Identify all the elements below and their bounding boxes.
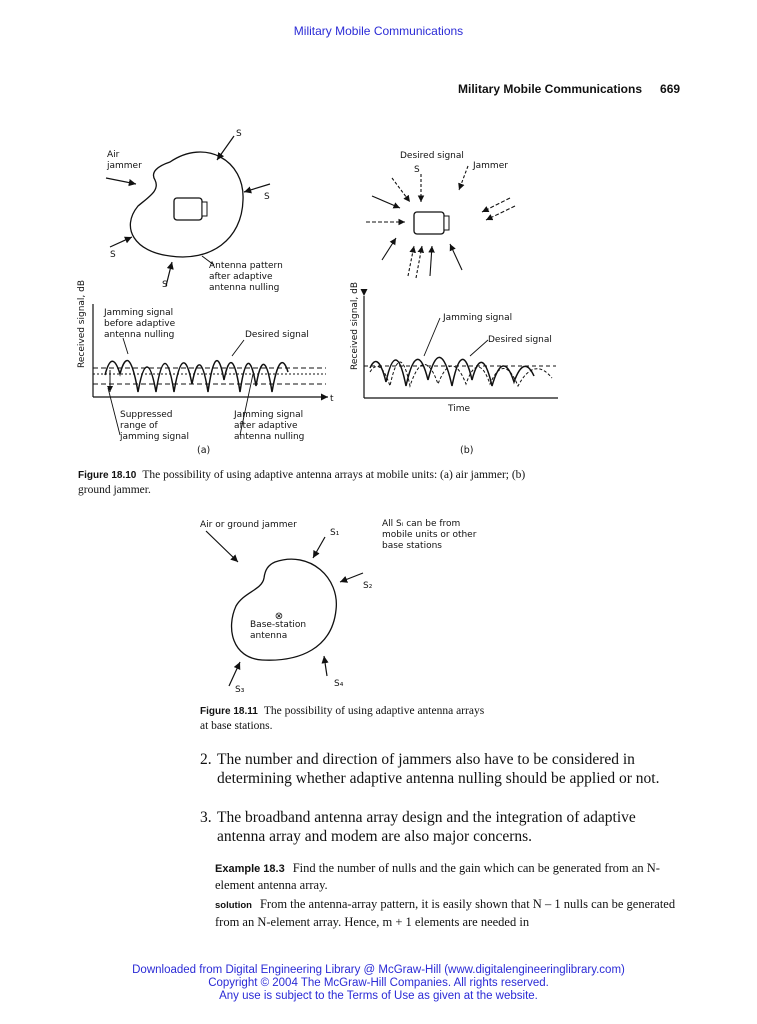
list-text: The number and direction of jammers also have to be considered in determining whether adaptive antenna nulling should be applied or not. [217,751,660,787]
footer [0,964,757,1003]
panel-label-a: (a) [197,445,211,456]
panel-a-graph [77,280,334,456]
jamming-before-label: Jamming signal before adaptive antenna nulling [104,308,176,340]
solution-text: From the antenna-array pattern, it is easily shown that N – 1 nulls can be generated from an N-element array. Hence, m + 1 elements are needed in [215,897,676,929]
x-axis-label-b: Time [448,404,471,414]
desired-signal-label-a: Desired signal [245,330,309,340]
example-label: Example 18.3 [215,863,285,875]
page-number: 669 [660,82,681,96]
s3-label: S₃ [235,685,245,695]
caption-text: The possibility of using adaptive antenna arrays at base stations. [200,705,485,732]
footer-line-2: Copyright © 2004 The McGraw-Hill Companies. All rights reserved. [208,977,549,989]
note-label: All Sᵢ can be from mobile units or other base stations [382,519,477,551]
jamming-after-label: Jamming signal after adaptive antenna nulling [234,410,305,442]
figure-18-11 [0,510,757,700]
desired-signal-top-label: Desired signal [400,151,464,161]
panel-b-jammers [366,151,515,278]
list-text: The broadband antenna array design and the integration of adaptive antenna array and modem are also major concerns. [217,809,636,845]
s-label-1: S [236,129,242,139]
example-text: Find the number of nulls and the gain which can be generated from an N-element antenna array. [215,861,660,892]
list-number: 3. [200,809,212,826]
s-label-2: S [264,192,270,202]
list-item-3 [200,808,682,846]
vehicle-icon [414,212,444,234]
caption-text: The possibility of using adaptive antenna arrays at mobile units: (a) air jammer; (b) ground jammer. [78,469,526,496]
s-label-b: S [414,165,420,175]
figure-18-10 [0,110,757,460]
figure-18-11-caption [200,704,490,734]
suppressed-label: Suppressed range of jamming signal [120,410,189,442]
y-axis-label-b: Received signal, dB [350,281,360,370]
footer-line-1[interactable]: Downloaded from Digital Engineering Library @ McGraw-Hill (www.digitalengineeringlibrary.com) [132,964,625,976]
vehicle-icon [174,198,202,220]
desired-signal-label-b: Desired signal [488,335,552,345]
s-label-3: S [110,250,116,260]
panel-a-pattern [106,129,283,293]
figure-label: Figure 18.11 [200,706,258,717]
jamming-signal-label-b: Jamming signal [443,313,513,323]
t-label: t [330,394,334,404]
s1-label: S₁ [330,528,340,538]
s-label-4: S [162,280,168,290]
y-axis-label-a: Received signal, dB [77,279,87,368]
base-station-icon: ⊗ [274,611,284,622]
header-link[interactable]: Military Mobile Communications [293,24,464,38]
running-head [458,82,680,96]
running-title: Military Mobile Communications [458,82,643,96]
panel-b-graph [350,282,558,456]
solution-label: solution [215,900,252,911]
antenna-pattern-label: Antenna pattern after adaptive antenna nulling [209,261,283,293]
example-18-3 [215,860,682,893]
jammer-label-1811: Air or ground jammer [200,520,297,530]
s2-label: S₂ [363,581,373,591]
list-item-2 [200,750,682,788]
figure-label: Figure 18.10 [78,470,137,481]
s4-label: S₄ [334,679,344,689]
base-station-label: Base-station antenna [250,620,307,641]
panel-label-b: (b) [460,445,474,456]
footer-line-3[interactable]: Any use is subject to the Terms of Use as given at the website. [219,990,538,1002]
solution [215,896,682,930]
air-jammer-label: Air jammer [107,150,142,171]
list-number: 2. [200,751,212,768]
jammer-label: Jammer [473,161,508,171]
figure-18-10-caption [78,468,560,498]
base-station-pattern [232,559,337,660]
